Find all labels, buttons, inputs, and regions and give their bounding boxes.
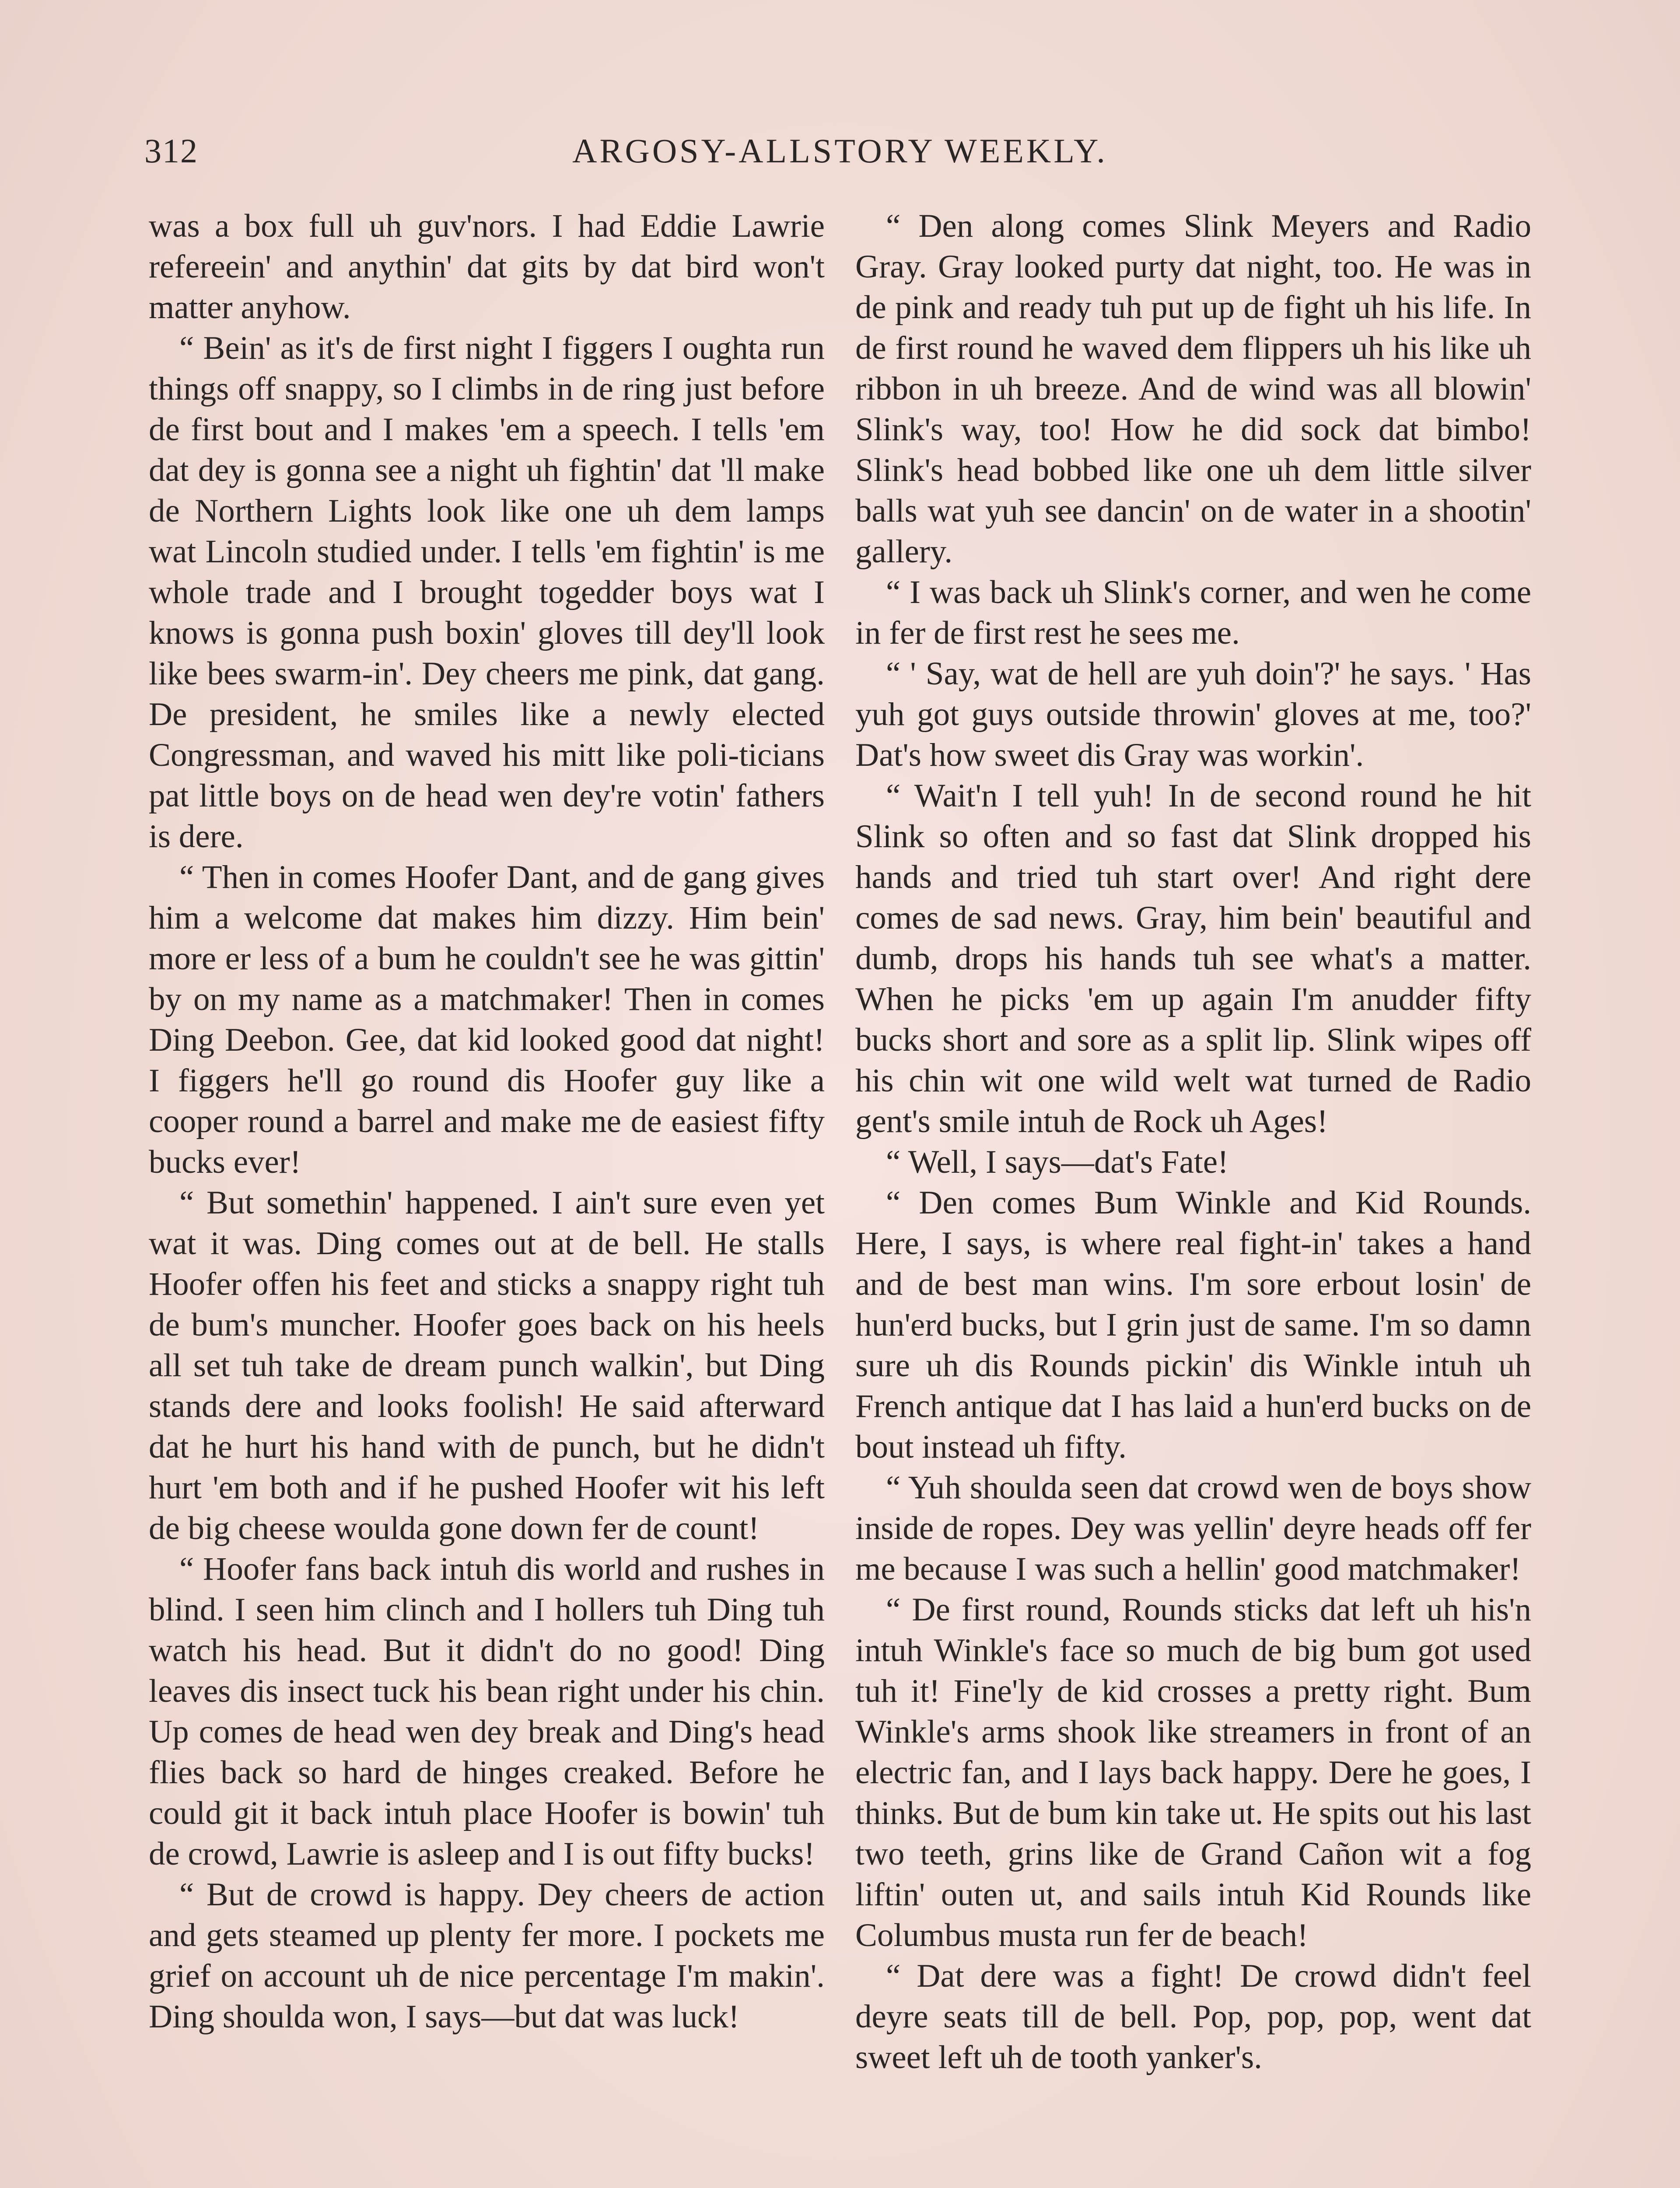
paragraph: “ But somethin' happened. I ain't sure even yet wat it was. Ding comes out at de bell. He stalls Hoofer offen his feet and sticks a snappy right tuh de bum's muncher. Hoofer goes back on his heels all set tuh take de dream punch walkin', but Ding stands dere and looks foolish! He said afterward dat he hurt his hand with de punch, but he didn't hurt 'em both and if he pushed Hoofer wit his left de big cheese woulda gone down fer de count! [149, 1185, 825, 1546]
page-header [144, 127, 1536, 184]
paragraph: was a box full uh guv'nors. I had Eddie Lawrie refereein' and anythin' dat gits by dat bird won't matter anyhow. [149, 208, 825, 326]
paragraph: “ Den comes Bum Winkle and Kid Rounds. Here, I says, is where real fight-in' takes a hand and de best man wins. I'm sore erbout losin' de hun'erd bucks, but I grin just de same. I'm so damn sure uh dis Rounds pickin' dis Winkle intuh uh French antique dat I has laid a hun'erd bucks on de bout instead uh fifty. [855, 1185, 1531, 1465]
paragraph: “ Wait'n I tell yuh! In de second round he hit Slink so often and so fast dat Slink dropped his hands and tried tuh start over! And right dere comes de sad news. Gray, him bein' beautiful and dumb, drops his hands tuh see what's a matter. When he picks 'em up again I'm anudder fifty bucks short and sore as a split lip. Slink wipes off his chin wit one wild welt wat turned de Radio gent's smile intuh de Rock uh Ages! [855, 778, 1531, 1140]
paragraph: “ De first round, Rounds sticks dat left uh his'n intuh Winkle's face so much de big bum got used tuh it! Fine'ly de kid crosses a pretty right. Bum Winkle's arms shook like streamers in front of an electric fan, and I lays back happy. Dere he goes, I thinks. But de bum kin take ut. He spits out his last two teeth, grins like de Grand Cañon wit a fog liftin' outen ut, and sails intuh Kid Rounds like Columbus musta run fer de beach! [855, 1592, 1531, 1953]
paragraph: “ Well, I says—dat's Fate! [886, 1144, 1228, 1180]
page-number: 312 [144, 132, 198, 170]
paragraph: “ Dat dere was a fight! De crowd didn't feel deyre seats till de bell. Pop, pop, pop, went dat sweet left uh de tooth yanker's. [855, 1958, 1531, 2076]
paragraph: “ Hoofer fans back intuh dis world and rushes in blind. I seen him clinch and I hollers tuh Ding tuh watch his head. But it didn't do no good! Ding leaves dis insect tuck his bean right under his chin. Up comes de head wen dey break and Ding's head flies back so hard de hinges creaked. Before he could git it back intuh place Hoofer is bowin' tuh de crowd, Lawrie is asleep and I is out fifty bucks! [149, 1551, 825, 1872]
right-column [855, 206, 1531, 2078]
paragraph: “ But de crowd is happy. Dey cheers de action and gets steamed up plenty fer more. I pockets me grief on account uh de nice percentage I'm makin'. Ding shoulda won, I says—but dat was luck! [149, 1876, 825, 2035]
paragraph: “ Yuh shoulda seen dat crowd wen de boys show inside de ropes. Dey was yellin' deyre heads off fer me because I was such a hellin' good matchmaker! [855, 1469, 1531, 1587]
paragraph: “ Den along comes Slink Meyers and Radio Gray. Gray looked purty dat night, too. He was in de pink and ready tuh put up de fight uh his life. In de first round he waved dem flippers uh his like uh ribbon in uh breeze. And de wind was all blowin' Slink's way, too! How he did sock dat bimbo! Slink's head bobbed like one uh dem little silver balls wat yuh see dancin' on de water in a shootin' gallery. [855, 208, 1531, 570]
paragraph: “ Bein' as it's de first night I figgers I oughta run things off snappy, so I climbs in de ring just before de first bout and I makes 'em a speech. I tells 'em dat dey is gonna see a night uh fightin' dat 'll make de Northern Lights look like one uh dem lamps wat Lincoln studied under. I tells 'em fightin' is me whole trade and I brought togedder boys wat I knows is gonna push boxin' gloves till dey'll look like bees swarm-in'. Dey cheers me pink, dat gang. De president, he smiles like a newly elected Congressman, and waved his mitt like poli-ticians pat little boys on de head wen dey're votin' fathers is dere. [149, 330, 825, 855]
paragraph: “ Then in comes Hoofer Dant, and de gang gives him a welcome dat makes him dizzy. Him bein' more er less of a bum he couldn't see he was gittin' by on my name as a matchmaker! Then in comes Ding Deebon. Gee, dat kid looked good dat night! I figgers he'll go round dis Hoofer guy like a cooper round a barrel and make me de easiest fifty bucks ever! [149, 859, 825, 1180]
running-head: ARGOSY-ALLSTORY WEEKLY. [572, 132, 1108, 170]
left-column [149, 206, 825, 2037]
paragraph: “ I was back uh Slink's corner, and wen he come in fer de first rest he sees me. [855, 574, 1531, 651]
paragraph: “ ' Say, wat de hell are yuh doin'?' he says. ' Has yuh got guys outside throwin' gloves at me, too?' Dat's how sweet dis Gray was workin'. [855, 656, 1531, 773]
